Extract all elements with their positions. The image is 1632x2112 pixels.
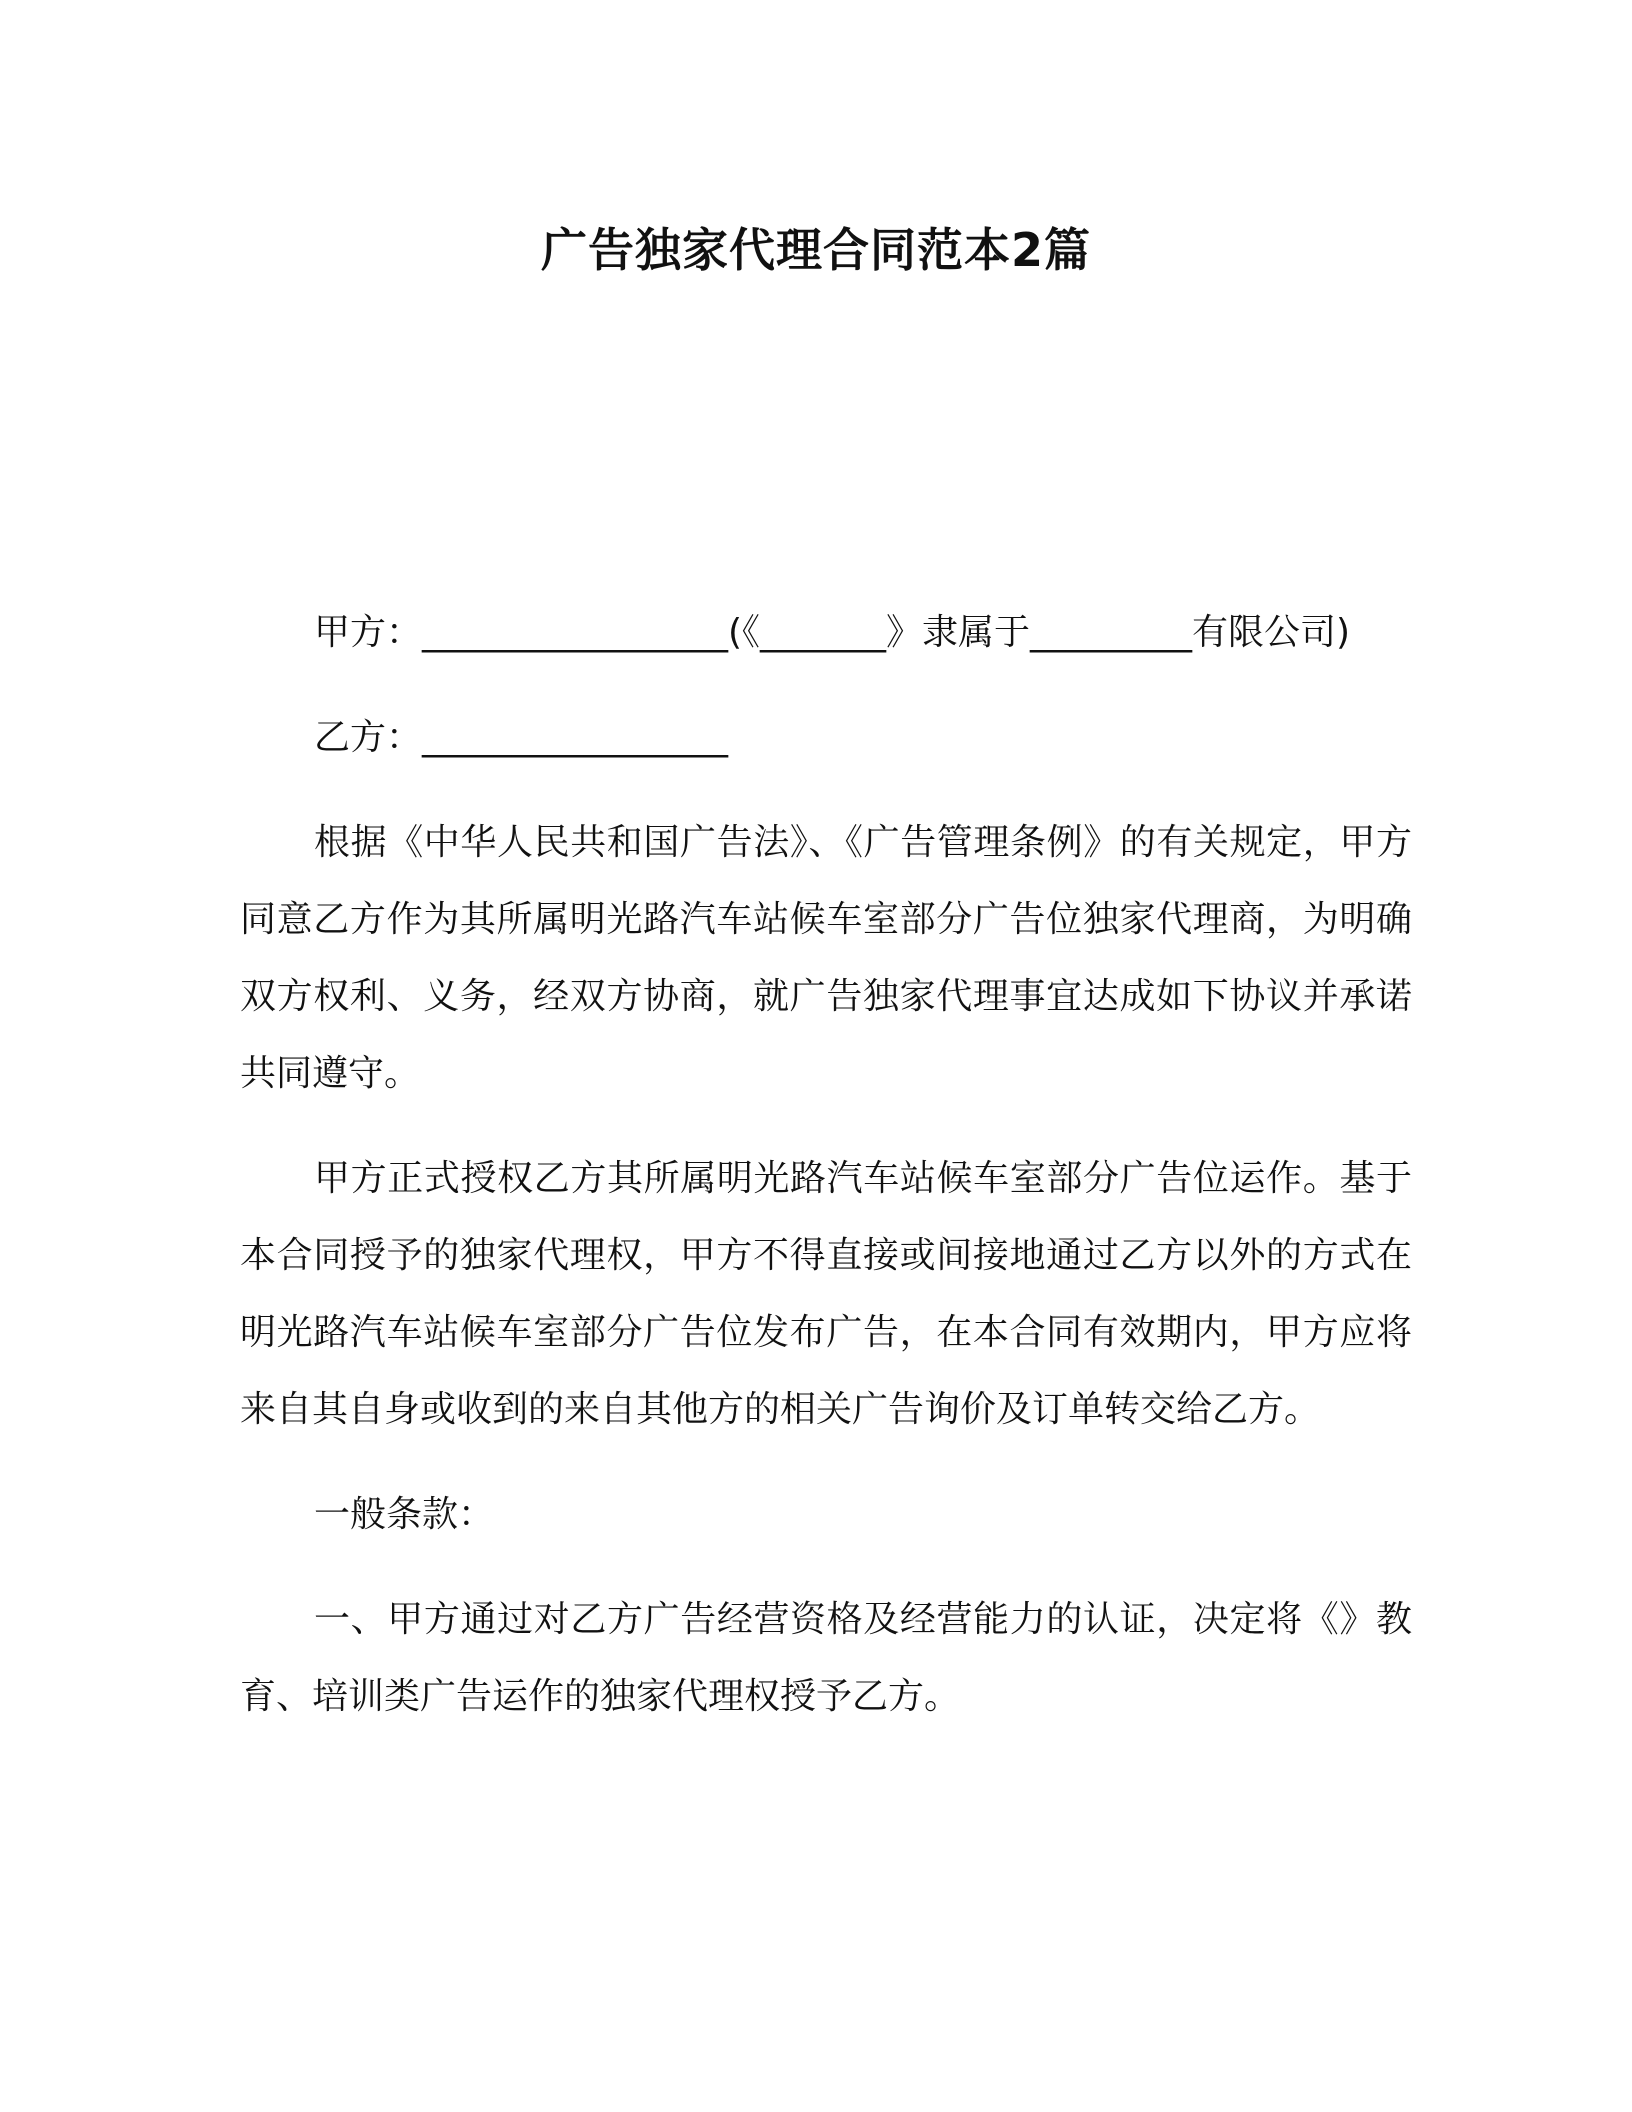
authorization-paragraph: 甲方正式授权乙方其所属明光路汽车站候车室部分广告位运作。基于本合同授予的独家代理权，甲方不得直接或间接地通过乙方以外的方式在明光路汽车站候车室部分广告位发布广告，在本合同有效期内，甲方应将来自其自身或收到的来自其他方的相关广告询价及订单转交给乙方。 [240, 1158, 1412, 1430]
party-b-line: 乙方：_________________ [314, 717, 729, 758]
document-body [240, 594, 1412, 1735]
document-title: 广告独家代理合同范本2篇 [540, 223, 1091, 277]
preamble-paragraph: 根据《中华人民共和国广告法》、《广告管理条例》的有关规定，甲方同意乙方作为其所属明光路汽车站候车室部分广告位独家代理商，为明确双方权利、义务，经双方协商，就广告独家代理事宜达成如下协议并承诺共同遵守。 [240, 822, 1412, 1094]
general-terms-heading: 一般条款： [314, 1494, 495, 1535]
clause-one-paragraph: 一、甲方通过对乙方广告经营资格及经营能力的认证，决定将《》教育、培训类广告运作的独家代理权授予乙方。 [240, 1599, 1412, 1717]
party-a-line: 甲方：_________________(《_______》隶属于_________有限公司) [314, 612, 1351, 653]
